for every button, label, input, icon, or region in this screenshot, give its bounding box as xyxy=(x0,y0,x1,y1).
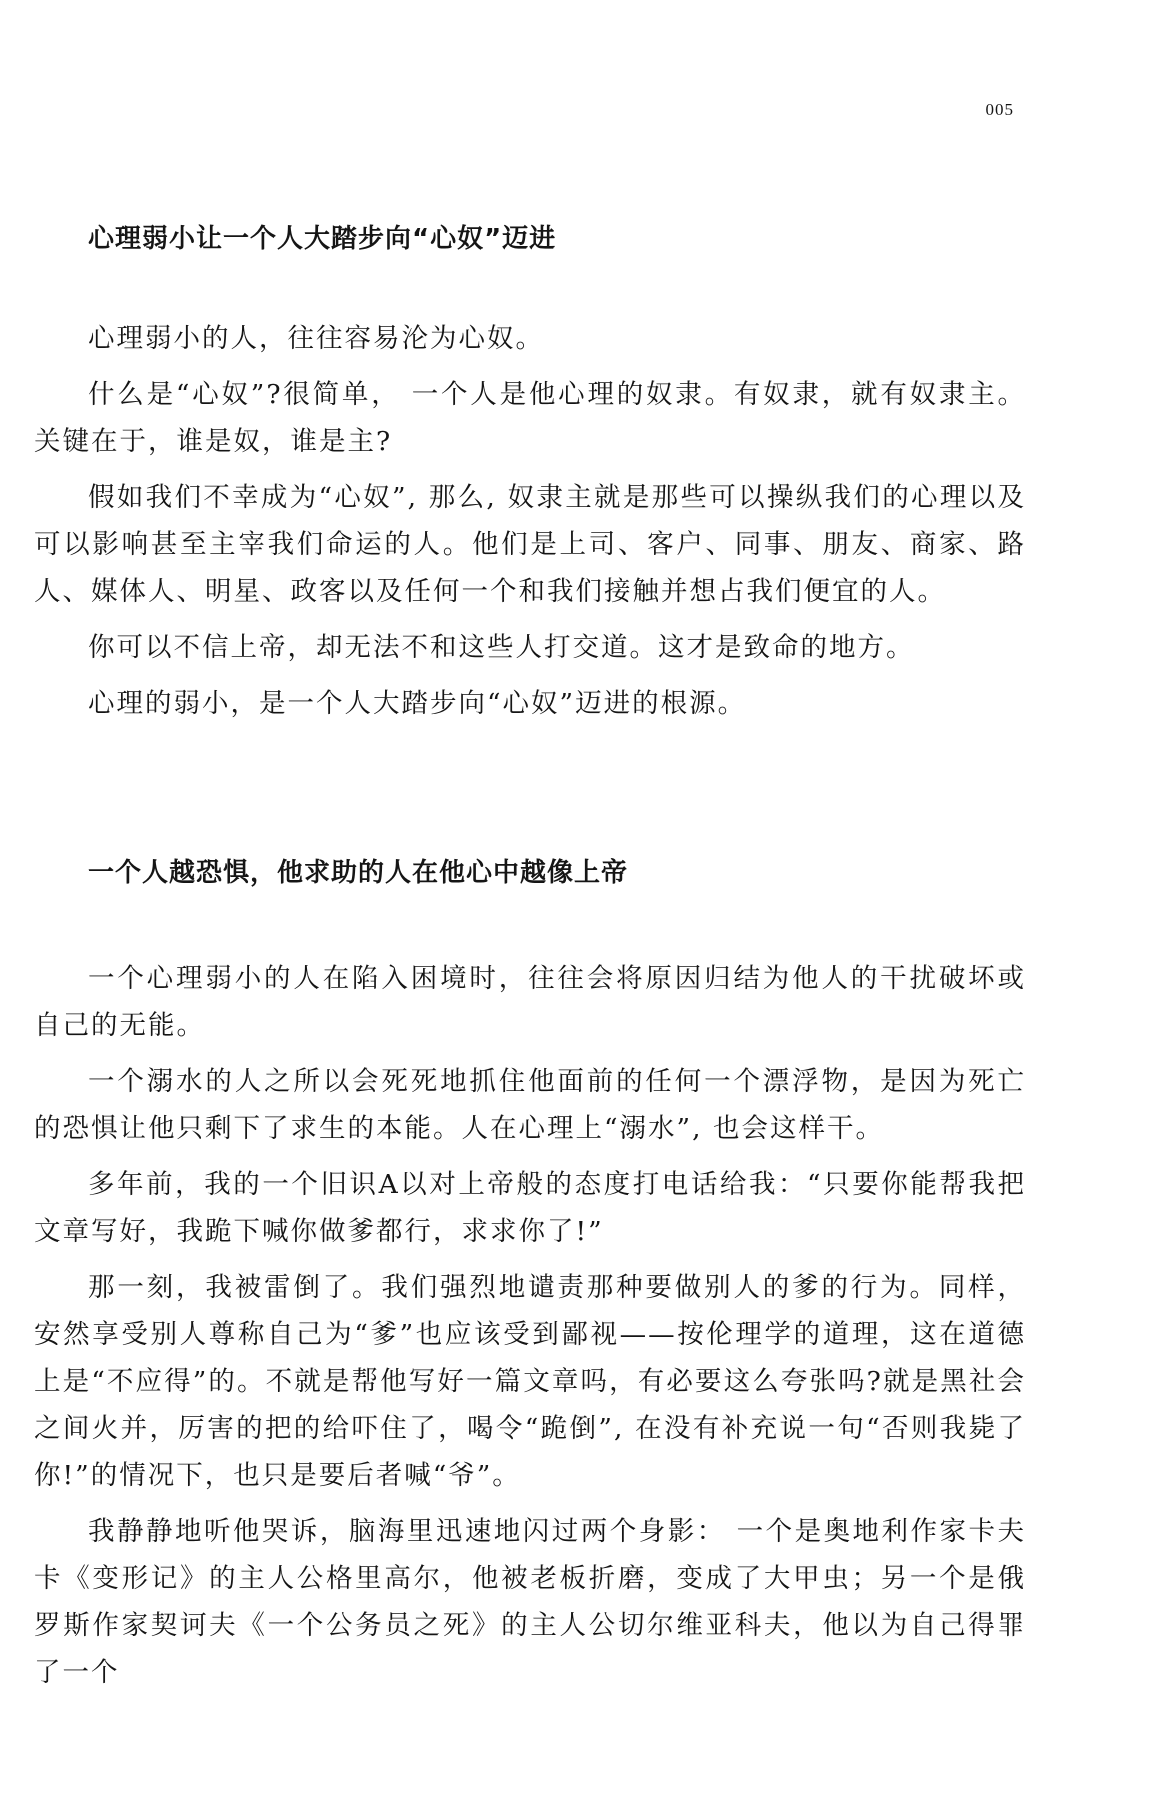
paragraph: 心理弱小的人，往往容易沦为心奴。 xyxy=(88,323,544,354)
paragraph: 一个心理弱小的人在陷入困境时，往往会将原因归结为他人的干扰破坏或自己的无能。 xyxy=(34,963,1026,1041)
paragraph: 那一刻，我被雷倒了。我们强烈地谴责那种要做别人的爹的行为。同样，安然享受别人尊称自己为“爹”也应该受到鄙视——按伦理学的道理，这在道德上是“不应得”的。不就是帮他写好一篇文章吗，有必要这么夸张吗?就是黑社会之间火并，厉害的把的给吓住了，喝令“跪倒”, 在没有补充说一句“否则我毙了你!”的情况下，也只是要后者喊“爷”。 xyxy=(34,1272,1026,1491)
paragraph: 什么是“心奴”?很简单， 一个人是他心理的奴隶。有奴隶，就有奴隶主。关键在于，谁是奴，谁是主? xyxy=(34,379,1026,457)
section-body-fear-and-god xyxy=(34,955,1026,1705)
paragraph: 心理的弱小，是一个人大踏步向“心奴”迈进的根源。 xyxy=(88,688,747,719)
paragraph: 你可以不信上帝，却无法不和这些人打交道。这才是致命的地方。 xyxy=(88,632,915,663)
page-number: 005 xyxy=(985,100,1014,119)
section-heading-fear-and-god: 一个人越恐惧，他求助的人在他心中越像上帝 xyxy=(88,858,629,888)
paragraph: 假如我们不幸成为“心奴”, 那么, 奴隶主就是那些可以操纵我们的心理以及可以影响甚至主宰我们命运的人。他们是上司、客户、同事、朋友、商家、路人、媒体人、明星、政客以及任何一个和我们接触并想占我们便宜的人。 xyxy=(34,482,1026,607)
paragraph: 多年前，我的一个旧识A以对上帝般的态度打电话给我：“只要你能帮我把文章写好，我跪下喊你做爹都行，求求你了!” xyxy=(34,1169,1026,1247)
section-heading-psychological-weakness: 心理弱小让一个人大踏步向“心奴”迈进 xyxy=(88,224,557,254)
section-body-psychological-weakness xyxy=(34,315,1026,736)
paragraph: 一个溺水的人之所以会死死地抓住他面前的任何一个漂浮物，是因为死亡的恐惧让他只剩下了求生的本能。人在心理上“溺水”, 也会这样干。 xyxy=(34,1066,1026,1144)
paragraph: 我静静地听他哭诉，脑海里迅速地闪过两个身影： 一个是奥地利作家卡夫卡《变形记》的主人公格里高尔，他被老板折磨，变成了大甲虫；另一个是俄罗斯作家契诃夫《一个公务员之死》的主人公切尔维亚科夫，他以为自己得罪了一个 xyxy=(34,1516,1026,1688)
